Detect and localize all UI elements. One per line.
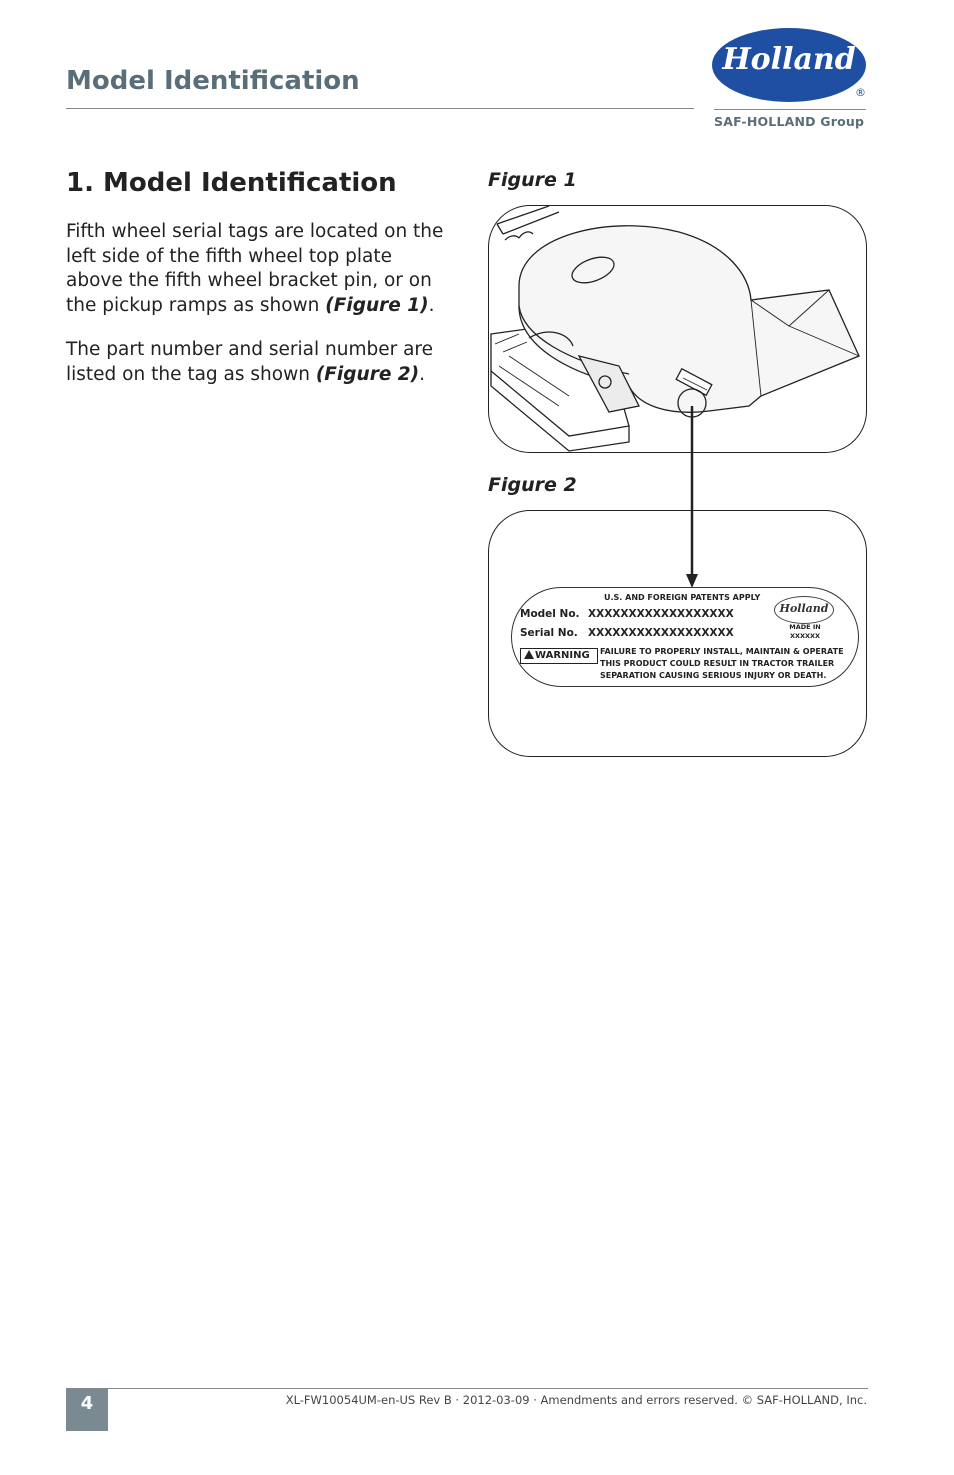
paragraph-text: Fifth wheel serial tags are located on the left side of the fifth wheel top plate above the fifth wheel bracket pin, or on the pickup ramps as shown	[66, 221, 444, 316]
paragraph-end: .	[428, 294, 435, 316]
warning-line: FAILURE TO PROPERLY INSTALL, MAINTAIN & OPERATE	[600, 647, 844, 656]
made-in-value: XXXXXX	[789, 632, 821, 640]
paragraph-text: The part number and serial number are listed on the tag as shown	[66, 339, 434, 385]
patents-text: U.S. AND FOREIGN PATENTS APPLY	[604, 593, 761, 602]
warning-text	[600, 646, 844, 682]
serial-number-value: XXXXXXXXXXXXXXXXXX	[588, 627, 734, 639]
footer-text: XL-FW10054UM-en-US Rev B · 2012-03-09 · Amendments and errors reserved. © SAF-HOLLAND, Inc.	[285, 1393, 867, 1407]
header-divider	[66, 108, 694, 109]
section-title: 1. Model Identification	[66, 168, 397, 198]
fifth-wheel-illustration	[489, 206, 866, 452]
figure-1-frame	[488, 205, 867, 453]
model-number-value: XXXXXXXXXXXXXXXXXX	[588, 608, 734, 620]
page-header-title: Model Identification	[66, 66, 360, 96]
serial-number-label: Serial No.	[520, 627, 578, 639]
footer-divider	[66, 1388, 868, 1389]
figure-1-label: Figure 1	[488, 169, 577, 191]
paragraph-end: .	[419, 363, 426, 385]
warning-line: SEPARATION CAUSING SERIOUS INJURY OR DEATH.	[600, 671, 827, 680]
registered-mark: ®	[855, 86, 866, 99]
logo-divider	[714, 109, 866, 110]
warning-badge	[520, 648, 598, 664]
page-number: 4	[80, 1393, 94, 1414]
model-number-label: Model No.	[520, 608, 580, 620]
made-in-text	[784, 623, 826, 641]
figure-2-label: Figure 2	[488, 474, 577, 496]
figure-reference: (Figure 1)	[325, 294, 429, 316]
warning-line: THIS PRODUCT COULD RESULT IN TRACTOR TRAILER	[600, 659, 835, 668]
logo-brand-text: Holland	[722, 42, 856, 77]
tag-logo: Holland	[774, 596, 834, 624]
serial-tag	[511, 587, 859, 687]
paragraph-tag-info	[66, 338, 451, 387]
figure-reference: (Figure 2)	[315, 363, 420, 385]
logo-group-text: SAF-HOLLAND Group	[714, 114, 865, 129]
paragraph-serial-location	[66, 220, 451, 318]
warning-icon	[524, 650, 534, 659]
warning-label: WARNING	[535, 650, 590, 661]
holland-logo	[712, 28, 868, 130]
page-number-box	[66, 1389, 108, 1431]
made-in-label: MADE IN	[789, 623, 821, 631]
